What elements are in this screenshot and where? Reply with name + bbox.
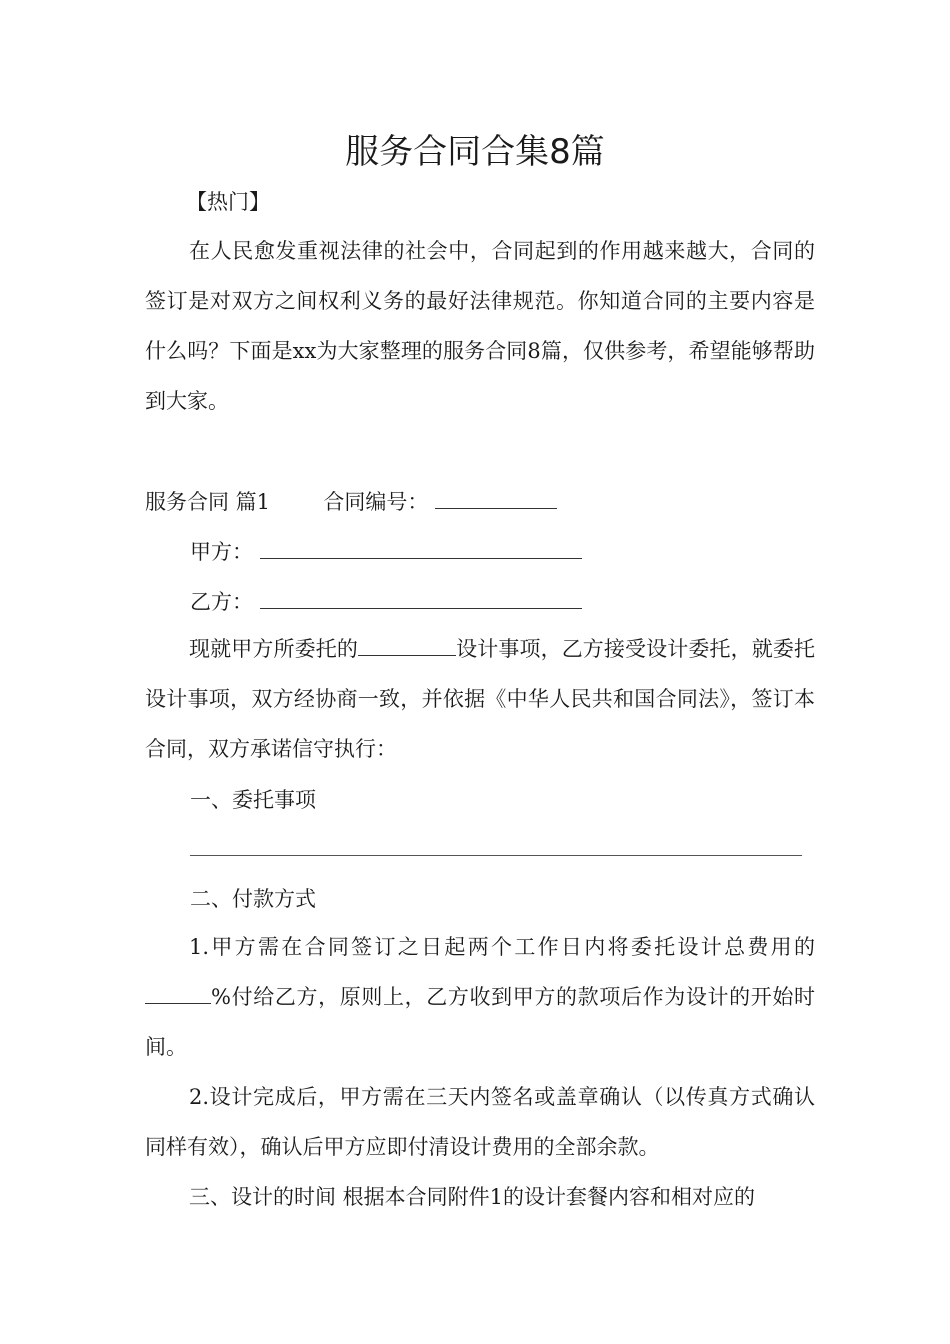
contract-number-label: 合同编号： bbox=[323, 490, 429, 514]
party-b-blank bbox=[260, 586, 582, 609]
payment-item-1-suffix: %付给乙方，原则上，乙方收到甲方的款项后作为设计的开始时间。 bbox=[145, 985, 815, 1059]
party-a-row bbox=[190, 536, 582, 567]
party-a-label: 甲方： bbox=[190, 540, 253, 564]
section-1-heading: 一、委托事项 bbox=[190, 788, 316, 812]
section-2-heading: 二、付款方式 bbox=[190, 887, 316, 911]
hot-tag: 【热门】 bbox=[186, 190, 270, 214]
payment-item-2: 2.设计完成后，甲方需在三天内签名或盖章确认（以传真方式确认同样有效），确认后甲方应即付清设计费用的全部余款。 bbox=[145, 1085, 815, 1159]
party-b-label: 乙方： bbox=[190, 590, 253, 614]
contract-heading-row bbox=[145, 486, 557, 517]
document-title: 服务合同合集8篇 bbox=[345, 132, 605, 172]
intro-paragraph: 在人民愈发重视法律的社会中，合同起到的作用越来越大，合同的签订是对双方之间权利义务的最好法律规范。你知道合同的主要内容是什么吗？下面是xx为大家整理的服务合同8篇，仅供参考，希望能够帮助到大家。 bbox=[145, 239, 815, 413]
commission-suffix: 设计事项，乙方接受设计委托，就委托设计事项，双方经协商一致，并依据《中华人民共和国合同法》，签订本合同，双方承诺信守执行： bbox=[145, 637, 816, 761]
commission-paragraph bbox=[145, 624, 815, 774]
contract-heading: 服务合同 篇1 bbox=[145, 490, 271, 514]
payment-item-1-prefix: 1.甲方需在合同签订之日起两个工作日内将委托设计总费用的 bbox=[189, 935, 815, 959]
party-b-row bbox=[190, 586, 582, 617]
commission-blank bbox=[358, 633, 456, 656]
section-1-fill-line bbox=[190, 855, 802, 856]
payment-percent-blank bbox=[145, 981, 211, 1004]
payment-item-1 bbox=[145, 922, 815, 1072]
commission-prefix: 现就甲方所委托的 bbox=[189, 637, 358, 661]
section-3-paragraph: 三、设计的时间 根据本合同附件1的设计套餐内容和相对应的 bbox=[189, 1185, 756, 1209]
contract-number-blank bbox=[435, 486, 557, 509]
party-a-blank bbox=[260, 536, 582, 559]
